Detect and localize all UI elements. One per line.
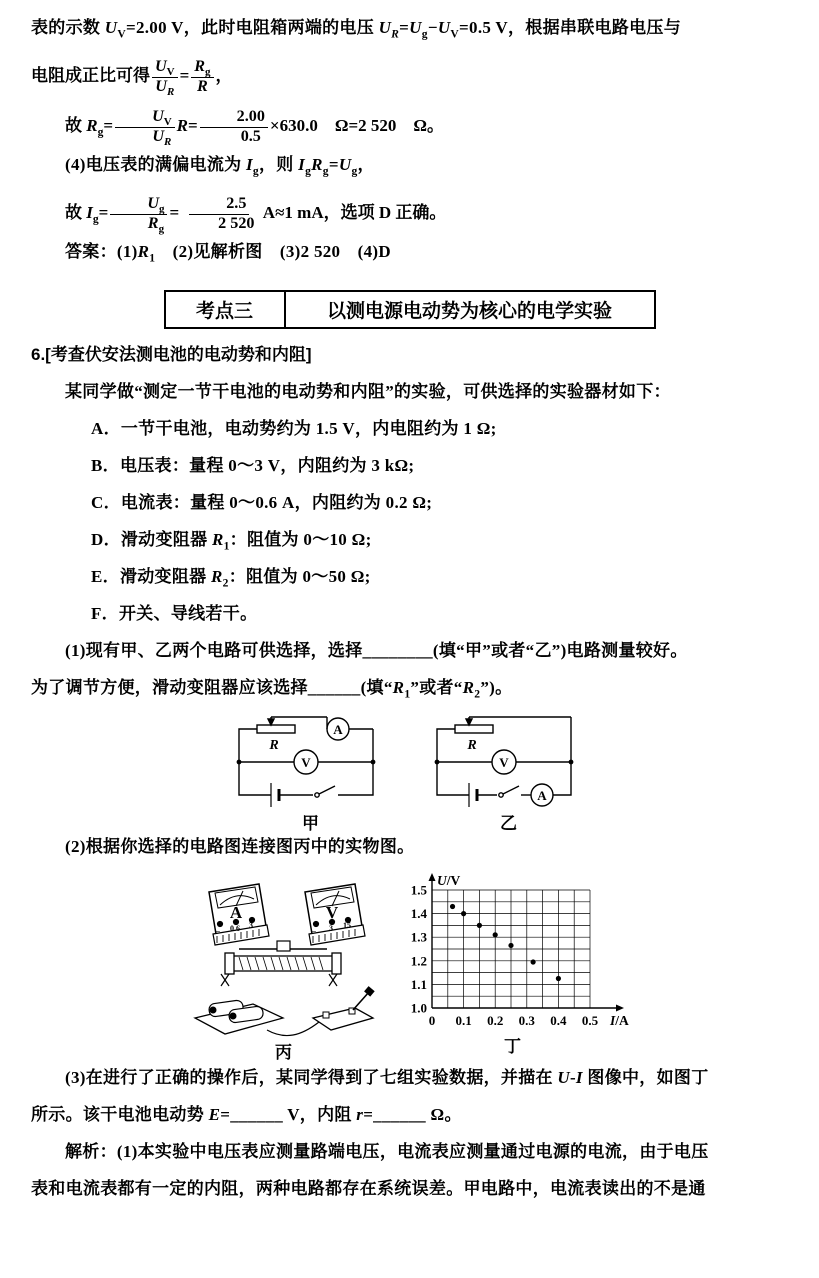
answer-label: 答案： <box>65 242 117 261</box>
option-a: A．一节干电池，电动势约为 1.5 V，内电阻约为 1 Ω; <box>91 419 497 438</box>
circuit-yi-diagram <box>425 713 593 811</box>
ui-chart <box>395 872 631 1034</box>
circuit-jia-caption: 甲 <box>302 814 319 833</box>
apparatus-figure <box>189 872 379 1064</box>
ammeter-label: A <box>536 788 547 803</box>
graph-figure <box>395 872 631 1058</box>
data-point <box>492 932 497 937</box>
slider-arrow-icon <box>466 719 472 725</box>
terminal <box>217 921 222 926</box>
circuit-jia-diagram <box>227 713 395 811</box>
rheostat-icon <box>257 725 295 733</box>
option-e: E．滑动变阻器 $R_2$：阻值为 0～50 Ω; <box>91 567 371 590</box>
circuit-yi <box>425 713 593 835</box>
svg-text:I/A: I/A <box>609 1013 629 1028</box>
voltmeter-terminal-label: − <box>311 927 316 936</box>
circuit-yi-caption: 乙 <box>500 814 517 833</box>
problem-heading: 6.[考查伏安法测电池的电动势和内阻] <box>31 345 312 364</box>
exam-point-number: 考点三 <box>166 292 286 327</box>
data-point <box>476 923 481 928</box>
ammeter-terminal-label: 0.6 <box>229 924 240 933</box>
junction-dot <box>568 760 573 765</box>
svg-text:U/V: U/V <box>436 873 460 888</box>
svg-text:0.4: 0.4 <box>549 1013 567 1028</box>
exam-point-box <box>164 290 656 329</box>
svg-text:0: 0 <box>428 1013 435 1028</box>
svg-text:1.0: 1.0 <box>410 1000 427 1016</box>
option-b: B．电压表：量程 0～3 V，内阻约为 3 kΩ; <box>91 456 415 475</box>
solution-para-1 <box>31 1140 788 1164</box>
knife-switch-pictorial <box>313 987 374 1030</box>
voltmeter-terminal-label: 15 <box>342 921 351 930</box>
question-1a: (1)现有甲、乙两个电路可供选择，选择________(填“甲”或者“乙”)电路测量较好。 <box>65 641 688 660</box>
circuit-diagrams-row <box>31 713 788 835</box>
svg-text:1.3: 1.3 <box>410 929 427 945</box>
ammeter-letter: A <box>229 903 242 922</box>
answer-line <box>31 240 788 264</box>
rheostat-icon <box>455 725 493 733</box>
answer-content: $(1)R_1$ (2)见解析图 (3)2 520 (4)D <box>116 242 391 265</box>
solution-line-4: (4)电压表的满偏电流为 $I_g$，则 $I_gR_g=U_g$， <box>65 155 375 178</box>
data-point <box>530 959 535 964</box>
voltmeter-label: V <box>300 755 311 770</box>
question-3b: 所示。该干电池电动势 E=______ V，内阻 r=______ Ω。 <box>31 1105 462 1124</box>
slider-arrow-icon <box>268 719 274 725</box>
data-point <box>508 943 513 948</box>
apparatus-drawing <box>189 872 379 1040</box>
voltmeter-letter: V <box>325 903 338 922</box>
question-3a: (3)在进行了正确的操作后，某同学得到了七组实验数据，并描在 U-I 图像中，如图丁 <box>65 1068 709 1087</box>
solution-line-5: 故 $I_g=$ $\frac{U_g}{R_g}$ = $\frac{2.5}{2 520}$ A≈1 mA，选项 D 正确。 <box>65 195 447 235</box>
ammeter-terminal-label: 3 <box>248 921 253 930</box>
battery-pack-pictorial <box>195 1000 283 1034</box>
figures-row <box>31 872 788 1064</box>
switch-icon <box>498 793 502 797</box>
voltmeter-terminal-label: 3 <box>328 924 333 933</box>
solution-line-1: 表的示数 $U_V=2.00$ V，此时电阻箱两端的电压 $U_R=U_g-U_V=0.5$ V，根据串联电路电压与 <box>31 18 682 41</box>
problem-intro: 某同学做“测定一节干电池的电动势和内阻”的实验，可供选择的实验器材如下： <box>65 382 671 401</box>
question-1b: 为了调节方便，滑动变阻器应该选择______(填“$R_1$”或者“$R_2$”)。 <box>31 678 513 701</box>
circuit-jia <box>227 713 395 835</box>
solution-para-2: 表和电流表都有一定的内阻，两种电路都存在系统误差。甲电路中，电流表读出的不是通 <box>31 1179 706 1198</box>
data-point <box>449 904 454 909</box>
rheostat-label: R <box>268 738 279 753</box>
switch-icon <box>314 793 318 797</box>
svg-text:1.1: 1.1 <box>410 976 427 992</box>
ui-chart-svg <box>396 872 630 1034</box>
svg-text:1.2: 1.2 <box>410 953 427 969</box>
solution-line-2: 电阻成正比可得 $\frac{U_V}{U_R}$ = $\frac{R_g}{R}$ ， <box>31 58 233 98</box>
option-f: F．开关、导线若干。 <box>91 604 258 623</box>
apparatus-caption: 丙 <box>275 1043 292 1062</box>
rheostat-pictorial <box>221 941 341 986</box>
ammeter-terminal-label: − <box>215 927 220 936</box>
data-point <box>461 911 466 916</box>
exam-point-title: 以测电源电动势为核心的电学实验 <box>326 301 612 322</box>
solution-text-1: (1)本实验中电压表应测量路端电压，电流表应测量通过电源的电流，由于电压 <box>116 1142 709 1161</box>
svg-text:0.3: 0.3 <box>518 1013 535 1028</box>
option-c: C．电流表：量程 0～0.6 A，内阻约为 0.2 Ω; <box>91 493 433 512</box>
svg-text:1.5: 1.5 <box>410 882 427 898</box>
svg-text:1.4: 1.4 <box>410 906 427 922</box>
solution-label: 解析： <box>65 1142 117 1161</box>
ammeter-label: A <box>332 722 343 737</box>
svg-text:0.5: 0.5 <box>581 1013 598 1028</box>
svg-text:0.2: 0.2 <box>486 1013 503 1028</box>
question-2: (2)根据你选择的电路图连接图丙中的实物图。 <box>65 837 415 856</box>
option-d: D．滑动变阻器 $R_1$：阻值为 0～10 Ω; <box>91 530 372 553</box>
data-point <box>555 976 560 981</box>
terminal <box>313 921 318 926</box>
solution-line-3: 故 $R_g=$ $\frac{U_V}{U_R}$ R= $\frac{2.00}{0.5}$ ×630.0 Ω=2 520 Ω。 <box>65 108 445 148</box>
graph-caption: 丁 <box>504 1037 521 1056</box>
connecting-wire <box>267 1022 319 1036</box>
junction-dot <box>236 760 241 765</box>
svg-text:0.1: 0.1 <box>454 1013 472 1028</box>
junction-dot <box>370 760 375 765</box>
voltmeter-label: V <box>498 755 509 770</box>
junction-dot <box>434 760 439 765</box>
rheostat-label: R <box>466 738 477 753</box>
